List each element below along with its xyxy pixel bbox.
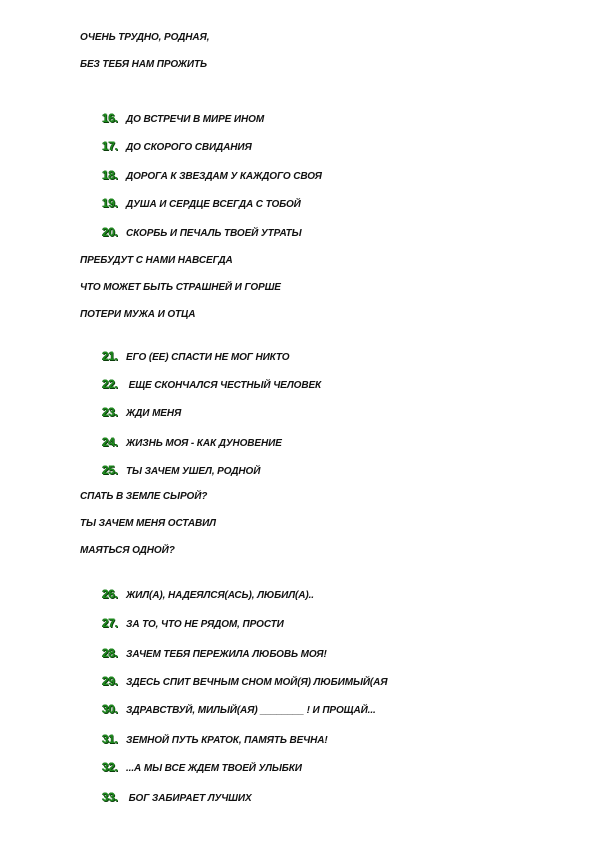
text-line (80, 59, 207, 71)
item-number: 31. (102, 732, 118, 746)
line-text: БЕЗ ТЕБЯ НАМ ПРОЖИТЬ (80, 59, 207, 70)
item-number: 16. (102, 111, 118, 125)
item-number: 23. (102, 405, 118, 419)
text-line (80, 545, 175, 557)
line-text: ОЧЕНЬ ТРУДНО, РОДНАЯ, (80, 32, 210, 43)
item-number: 20. (102, 225, 118, 239)
text-line (80, 309, 195, 321)
item-text: ЖИЛ(А), НАДЕЯЛСЯ(АСЬ), ЛЮБИЛ(А).. (126, 590, 314, 601)
list-item (102, 169, 322, 183)
list-item (102, 378, 321, 392)
item-number: 24. (102, 435, 118, 449)
item-number: 29. (102, 674, 118, 688)
list-item (102, 647, 327, 661)
text-line (80, 282, 281, 294)
list-item (102, 791, 252, 805)
text-line (80, 255, 233, 267)
list-item (102, 112, 264, 126)
list-item (102, 464, 260, 478)
list-item (102, 588, 314, 602)
text-line (80, 491, 207, 503)
item-text: ...А МЫ ВСЕ ЖДЕМ ТВОЕЙ УЛЫБКИ (126, 763, 302, 774)
item-text: ЖИЗНЬ МОЯ - КАК ДУНОВЕНИЕ (126, 438, 282, 449)
text-line (80, 32, 209, 44)
line-text: МАЯТЬСЯ ОДНОЙ? (80, 545, 175, 556)
item-number: 26. (102, 587, 118, 601)
item-text: ЕЩЕ СКОНЧАЛСЯ ЧЕСТНЫЙ ЧЕЛОВЕК (126, 380, 322, 391)
item-text: ТЫ ЗАЧЕМ УШЕЛ, РОДНОЙ (126, 466, 261, 477)
list-item (102, 140, 252, 154)
list-item (102, 436, 282, 450)
item-text: ЖДИ МЕНЯ (126, 408, 182, 419)
item-number: 18. (102, 168, 118, 182)
item-text: ДО ВСТРЕЧИ В МИРЕ ИНОМ (126, 114, 265, 125)
item-text: ЗДРАВСТВУЙ, МИЛЫЙ(АЯ) ________ ! И ПРОЩАЙ... (126, 705, 376, 716)
item-number: 19. (102, 196, 118, 210)
list-item (102, 350, 289, 364)
line-text: ЧТО МОЖЕТ БЫТЬ СТРАШНЕЙ И ГОРШЕ (80, 282, 281, 293)
item-number: 21. (102, 349, 118, 363)
list-item (102, 226, 302, 240)
text-line (80, 518, 216, 530)
list-item (102, 703, 376, 717)
line-text: ПОТЕРИ МУЖА И ОТЦА (80, 309, 196, 320)
item-number: 27. (102, 616, 118, 630)
item-text: БОГ ЗАБИРАЕТ ЛУЧШИХ (126, 793, 252, 804)
item-text: ДУША И СЕРДЦЕ ВСЕГДА С ТОБОЙ (126, 199, 301, 210)
item-number: 32. (102, 760, 118, 774)
list-item (102, 761, 302, 775)
line-text: СПАТЬ В ЗЕМЛЕ СЫРОЙ? (80, 491, 208, 502)
item-number: 28. (102, 646, 118, 660)
item-number: 33. (102, 790, 118, 804)
list-item (102, 406, 181, 420)
item-text: ДОРОГА К ЗВЕЗДАМ У КАЖДОГО СВОЯ (126, 171, 322, 182)
item-text: ДО СКОРОГО СВИДАНИЯ (126, 142, 252, 153)
item-number: 22. (102, 377, 118, 391)
line-text: ТЫ ЗАЧЕМ МЕНЯ ОСТАВИЛ (80, 518, 216, 529)
list-item (102, 733, 328, 747)
line-text: ПРЕБУДУТ С НАМИ НАВСЕГДА (80, 255, 233, 266)
list-item (102, 197, 301, 211)
item-text: ЗАЧЕМ ТЕБЯ ПЕРЕЖИЛА ЛЮБОВЬ МОЯ! (126, 649, 327, 660)
list-item (102, 675, 387, 689)
item-text: ЕГО (ЕЕ) СПАСТИ НЕ МОГ НИКТО (126, 352, 290, 363)
item-number: 17. (102, 139, 118, 153)
item-text: СКОРБЬ И ПЕЧАЛЬ ТВОЕЙ УТРАТЫ (126, 228, 302, 239)
item-number: 25. (102, 463, 118, 477)
item-text: ЗЕМНОЙ ПУТЬ КРАТОК, ПАМЯТЬ ВЕЧНА! (126, 735, 328, 746)
list-item (102, 617, 284, 631)
item-text: ЗА ТО, ЧТО НЕ РЯДОМ, ПРОСТИ (126, 619, 284, 630)
item-text: ЗДЕСЬ СПИТ ВЕЧНЫМ СНОМ МОЙ(Я) ЛЮБИМЫЙ(АЯ (126, 677, 388, 688)
item-number: 30. (102, 702, 118, 716)
